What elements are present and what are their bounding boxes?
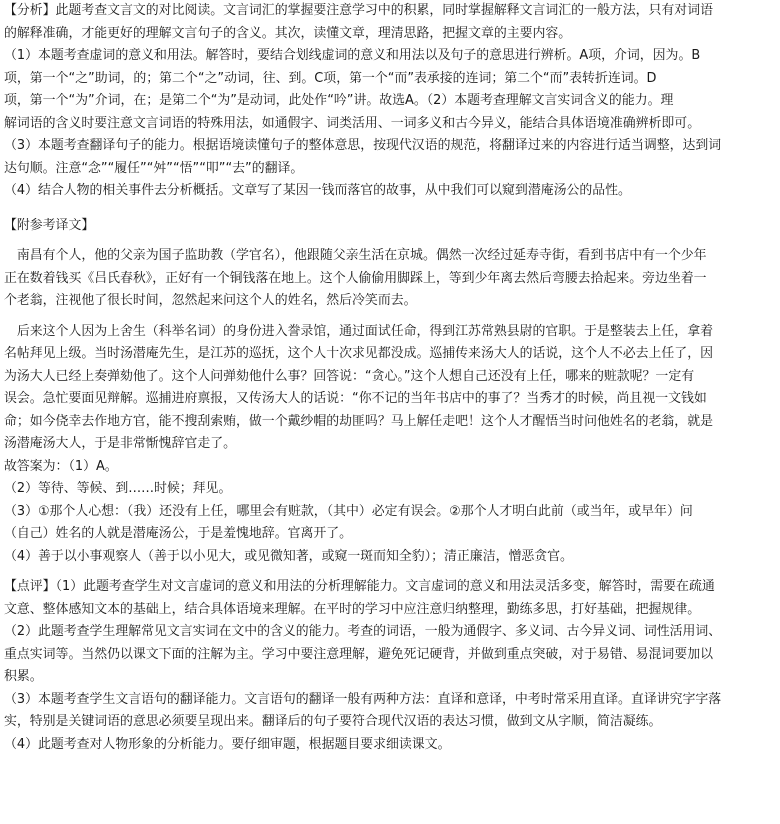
comment-line: 文意、整体感知文本的基础上，结合具体语境来理解。在平时的学习中应注意归纳整理，勤练多思，打好基础，把握规律。	[4, 601, 701, 617]
answer-line: （2）等待、等候、到……时候；拜见。	[4, 481, 232, 496]
translation-paragraph-line: 正在数着钱买《吕氏春秋》，正好有一个铜钱落在地上。这个人偷偷用脚踩上，等到少年离去然后弯腰去拾起来。旁边坐着一	[4, 270, 707, 286]
analysis-line: （3）本题考查翻译句子的能力。根据语境读懂句子的整体意思，按现代汉语的规范，将翻译过来的内容进行适当调整，达到词	[4, 138, 722, 153]
translation-header: 【附参考译文】	[4, 217, 95, 233]
translation-paragraph-line: 名帖拜见上级。当时汤潜庵先生，是江苏的巡抚，这个人十次求见都没成。巡捕传来汤大人的话说，这个人不必去上任了，因	[4, 346, 713, 361]
answer-line: （4）善于以小事观察人（善于以小见大，或见微知著，或窥一斑而知全豹）；清正廉洁，憎恶贪官。	[4, 548, 573, 564]
comment-line: 积累。	[4, 669, 43, 684]
answer-line: （自己）姓名的人就是潜庵汤公，于是羞愧地辞。官离开了。	[4, 526, 353, 541]
analysis-line: 的解释准确，才能更好的理解文言句子的含义。其次，读懂文章，理清思路，把握文章的主要内容。	[4, 25, 572, 41]
analysis-line: （1）本题考查虚词的意义和用法。解答时，要结合划线虚词的意义和用法以及句子的意思进行辨析。A项，介词，因为。B	[4, 48, 701, 63]
comment-section	[4, 576, 776, 756]
translation-section	[4, 215, 776, 456]
comment-line: （4）此题考查对人物形象的分析能力。要仔细审题，根据题目要求细读课文。	[4, 736, 451, 752]
analysis-line: 解词语的含义时要注意文言词语的特殊用法，如通假字、词类活用、一词多义和古今异义，能结合具体语境准确辨析即可。	[4, 115, 701, 131]
translation-paragraph-line: 命；如今侥幸去作地方官，能不搜刮索贿，做一个戴纱帽的劫匪吗？马上解任走吧！这个人才醒悟当时问他姓名的老翁，就是	[4, 413, 713, 429]
analysis-line: （4）结合人物的相关事件去分析概括。文章写了某因一钱而落官的故事，从中我们可以窥到潜庵汤公的品性。	[4, 183, 631, 198]
answer-line: 故答案为：（1）A。	[4, 458, 118, 474]
comment-line: （3）本题考查学生文言语句的翻译能力。文言语句的翻译一般有两种方法：直译和意译，中考时常采用直译。直译讲究字字落	[4, 691, 722, 707]
translation-paragraph-line: 误会。急忙要面见辩解。巡捕进府禀报，又传汤大人的话说：“你不记的当年书店中的事了？当秀才的时候，尚且视一文钱如	[4, 391, 707, 406]
translation-paragraph-line: 为汤大人已经上奏弹劾他了。这个人问弹劾他什么事？回答说：“贪心。”这个人想自己还没有上任，哪来的赃款呢？一定有	[4, 368, 695, 384]
translation-paragraph-line: 后来这个人因为上舍生（科举名词）的身份进入誊录馆，通过面试任命，得到江苏常熟县尉的官职。于是整装去上任，拿着	[4, 323, 713, 339]
comment-line: 重点实词等。当然仍以课文下面的注解为主。学习中要注意理解，避免死记硬背，并做到重点突破，对于易错、易混词要加以	[4, 646, 713, 662]
analysis-line: 项，第一个“为”介词，在；是第二个“为”是动词，此处作“吟”讲。故选A。（2）本题考查理解文言实词含义的能力。理	[4, 93, 674, 108]
answer-line: （3）①那个人心想：（我）还没有上任，哪里会有赃款，（其中）必定有误会。②那个人才明白此前（或当年，或早年）问	[4, 503, 693, 519]
answers-section	[4, 456, 776, 569]
comment-line: 实，特别是关键词语的意思必须要呈现出来。翻译后的句子要符合现代汉语的表达习惯，做到文从字顺，简洁凝练。	[4, 714, 662, 729]
translation-paragraph-line: 个老翁，注视他了很长时间，忽然起来问这个人的姓名，然后冷笑而去。	[4, 293, 417, 308]
comment-line: （2）此题考查学生理解常见文言实词在文中的含义的能力。考查的词语，一般为通假字、多义词、古今异义词、词性活用词、	[4, 624, 722, 639]
analysis-line: 【分析】此题考查文言文的对比阅读。文言词汇的掌握要注意学习中的积累，同时掌握解释文言词汇的一般方法，只有对词语	[4, 3, 713, 18]
analysis-section	[4, 0, 776, 203]
translation-paragraph-line: 汤潜庵汤大人，于是非常惭愧辞官走了。	[4, 436, 237, 451]
translation-paragraph-line: 南昌有个人，他的父亲为国子监助教（学官名），他跟随父亲生活在京城。偶然一次经过延寿寺街，看到书店中有一个少年	[4, 248, 707, 263]
analysis-line: 达句顺。注意“念”“履任”“舛”“悟”“叩”“去”的翻译。	[4, 160, 304, 176]
analysis-line: 项，第一个“之”助词，的；第二个“之”动词，往、到。C项，第一个“而”表承接的连词；第二个“而”表转折连词。D	[4, 70, 657, 86]
comment-line: 【点评】（1）此题考查学生对文言虚词的意义和用法的分析理解能力。文言虚词的意义和用法灵活多变，解答时，需要在疏通	[4, 579, 715, 594]
